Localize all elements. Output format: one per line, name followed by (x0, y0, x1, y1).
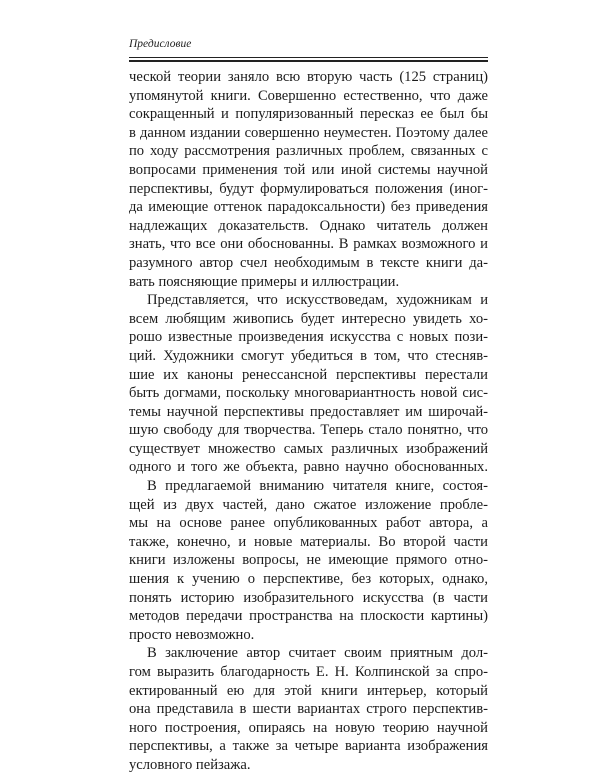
text-line: она представила в шести вариантах строго перспектив- (129, 701, 488, 718)
text-line: ческой теории заняло всю вторую часть (125 страниц) (129, 69, 488, 85)
text-line: разумного автор счел необходимым в тексте книги да- (129, 254, 488, 271)
text-line: условного пейзажа. (129, 756, 251, 773)
text-line: существует множество самых различных изображений (129, 440, 488, 457)
text-line: вопросами применения той или иной системы научной (129, 161, 488, 178)
paragraph-start-line: В предлагаемой вниманию читателя книге, состоя- (147, 478, 488, 495)
text-line: мы на основе ранее опубликованных работ автора, а (129, 515, 488, 532)
paragraph-start-line: Представляется, что искусствоведам, художникам и (147, 292, 488, 309)
text-line: упомянутой книги. Совершенно естественно, что даже (129, 87, 488, 104)
text-line: быть догмами, поскольку многовариантность новой сис- (129, 385, 488, 402)
text-line: просто невозможно. (129, 626, 255, 643)
text-line: одного и того же объекта, равно научно обоснованных. (129, 459, 488, 476)
text-line: понять историю изобразительного искусства (в части (129, 589, 488, 606)
text-line: ного построения, опираясь на новую теорию научной (129, 719, 488, 736)
header-rule (129, 57, 488, 62)
paragraph-start-line: В заключение автор считает своим приятным дол- (147, 645, 488, 662)
text-line: гом выразить благодарность Е. Н. Колпинской за спро- (129, 664, 488, 680)
text-line: ций. Художники смогут убедиться в том, что стесняв- (129, 347, 488, 364)
text-line: по ходу рассмотрения различных проблем, связанных с (129, 143, 488, 160)
text-line: темы научной перспективы предоставляет им широчай- (129, 403, 488, 420)
text-line: книги изложены вопросы, не имеющие прямого отно- (129, 552, 488, 569)
text-line: шения к учению о перспективе, без которых, однако, (129, 571, 488, 588)
text-line: всем любящим живопись будет интересно увидеть хо- (129, 310, 488, 327)
text-line: рошо известные произведения искусства с новых пози- (129, 329, 488, 346)
text-line: сокращенный и популяризованный пересказ ее был бы (129, 106, 488, 123)
text-line: вать поясняющие примеры и иллюстрации. (129, 273, 400, 290)
running-header: Предисловие (129, 38, 192, 50)
text-line: щей из двух частей, дано сжатое изложение пробле- (129, 496, 488, 513)
text-line: в данном издании совершенно неуместен. Поэтому далее (129, 124, 488, 141)
text-line: методов передачи пространства на плоскости картины) (129, 608, 488, 625)
text-line: перспективы, будут формулироваться положения (иног- (129, 180, 488, 197)
text-line: надлежащих доказательств. Однако читатель должен (129, 217, 488, 234)
text-line: шую свободу для творчества. Теперь стало понятно, что (129, 422, 488, 439)
body-text (129, 68, 488, 775)
text-line: перспективы, а также за четыре варианта изображения (129, 738, 488, 755)
text-line: ектированный ею для этой книги интерьер, который (129, 682, 488, 699)
text-line: также, конечно, и новые материалы. Во второй части (129, 533, 488, 550)
text-line: знать, что все они обоснованны. В рамках возможного и (129, 236, 488, 253)
text-line: да имеющие оттенок парадоксальности) без приведения (129, 199, 488, 216)
text-line: шие их каноны ренессансной перспективы перестали (129, 366, 488, 383)
